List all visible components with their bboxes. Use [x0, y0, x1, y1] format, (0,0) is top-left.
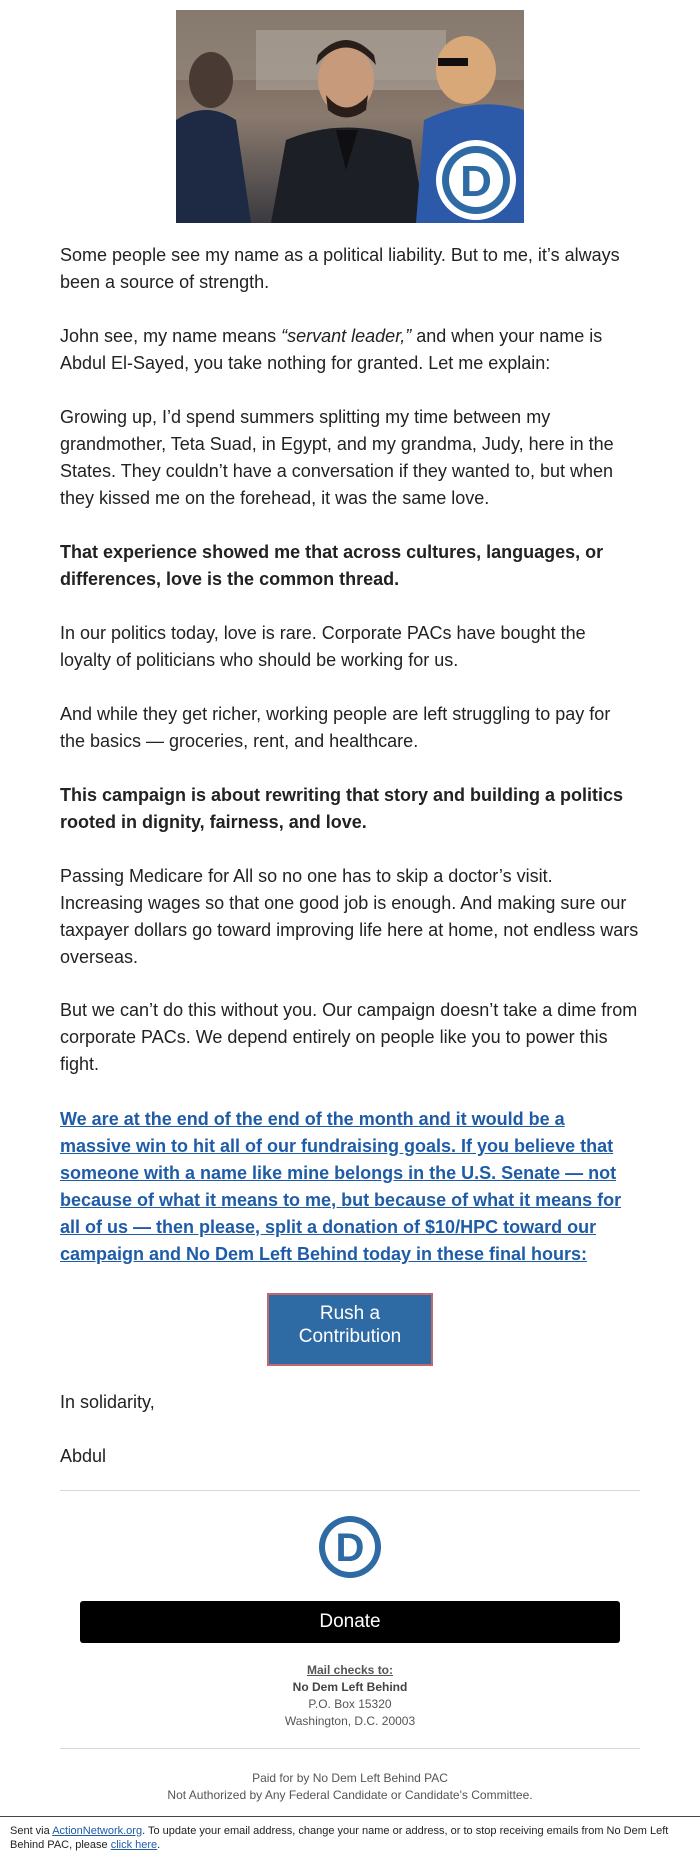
- mail-org-name: No Dem Left Behind: [292, 1680, 408, 1694]
- paragraph-childhood: [60, 404, 640, 512]
- hero-photo: [176, 10, 524, 223]
- logo-letter: D: [335, 1526, 365, 1570]
- donation-text-link[interactable]: We are at the end of the end of the month and it would be a massive win to hit all of our fundraising goals. If you believe that someone with a name like mine belongs in the U.S. Senate — not because of what it means to me, but because of what it means for all of us — then please, split a donation of $10/HPC toward our campaign and No Dem Left Behind today in these final hours:: [60, 1109, 622, 1264]
- paid-for-by: Paid for by No Dem Left Behind PAC: [252, 1771, 448, 1785]
- paragraph-working-people: [60, 701, 640, 755]
- divider: [60, 1748, 640, 1749]
- mail-checks-heading: Mail checks to:: [306, 1663, 394, 1677]
- organization-logo: [318, 1515, 382, 1579]
- paragraph-1: Some people see my name as a political liability. But to me, it’s always been a source of strength.: [60, 245, 620, 292]
- paragraph-6: And while they get richer, working people are left struggling to pay for the basics — groceries, rent, and healthcare.: [60, 704, 611, 751]
- actionnetwork-link[interactable]: ActionNetwork.org: [52, 1825, 143, 1837]
- paragraph-love-thread: [60, 539, 640, 593]
- donate-button[interactable]: Donate: [80, 1601, 620, 1643]
- paragraph-9: But we can’t do this without you. Our campaign doesn’t take a dime from corporate PACs. We depend entirely on people like you to power this fight.: [60, 1000, 638, 1074]
- signoff: In solidarity,: [60, 1392, 155, 1412]
- mail-po-box: P.O. Box 15320: [308, 1697, 392, 1711]
- hero-logo-letter: D: [460, 157, 492, 206]
- footer: Sent via ActionNetwork.org. To update your email address, change your name or address, or to stop receiving emails from No Dem Left Behind PAC, please click here.: [10, 1825, 669, 1851]
- rush-contribution-button[interactable]: Rush a Contribution: [267, 1293, 433, 1366]
- paragraph-donation-link: [60, 1106, 640, 1268]
- mail-city: Washington, D.C. 20003: [284, 1714, 416, 1728]
- divider: [60, 1490, 640, 1491]
- paragraph-3: Growing up, I’d spend summers splitting my time between my grandmother, Teta Suad, in Egypt, and my grandma, Judy, here in the States. They couldn’t have a conversation if they wanted to, but when they kissed me on the forehead, it was the same love.: [60, 407, 614, 508]
- recipient-name: John: [60, 326, 100, 346]
- paragraph-5: In our politics today, love is rare. Corporate PACs have bought the loyalty of politicians who should be working for us.: [60, 623, 586, 670]
- paragraph-politics: [60, 620, 640, 674]
- paragraph-name-meaning: John see, my name means “servant leader,” and when your name is Abdul El-Sayed, you take nothing for granted. Let me explain:: [60, 326, 603, 373]
- footer-divider: [0, 1816, 700, 1817]
- paragraph-intro: [60, 242, 640, 296]
- unsubscribe-link[interactable]: click here: [110, 1839, 158, 1851]
- paragraph-policies: [60, 863, 640, 971]
- servant-leader-quote: “servant leader,”: [281, 326, 412, 346]
- paragraph-8: Passing Medicare for All so no one has to skip a doctor’s visit. Increasing wages so that one good job is enough. And making sure our taxpayer dollars go toward improving life here at home, not endless wars overseas.: [60, 866, 639, 967]
- paragraph-7: This campaign is about rewriting that story and building a politics rooted in dignity, fairness, and love.: [60, 785, 624, 832]
- not-authorized-disclaimer: Not Authorized by Any Federal Candidate or Candidate's Committee.: [167, 1788, 533, 1802]
- cta-button-container: [0, 1293, 700, 1366]
- paragraph-campaign: [60, 782, 640, 836]
- paragraph-4: That experience showed me that across cultures, languages, or differences, love is the common thread.: [60, 542, 604, 589]
- signature: Abdul: [60, 1446, 107, 1466]
- paragraph-ask: [60, 997, 640, 1078]
